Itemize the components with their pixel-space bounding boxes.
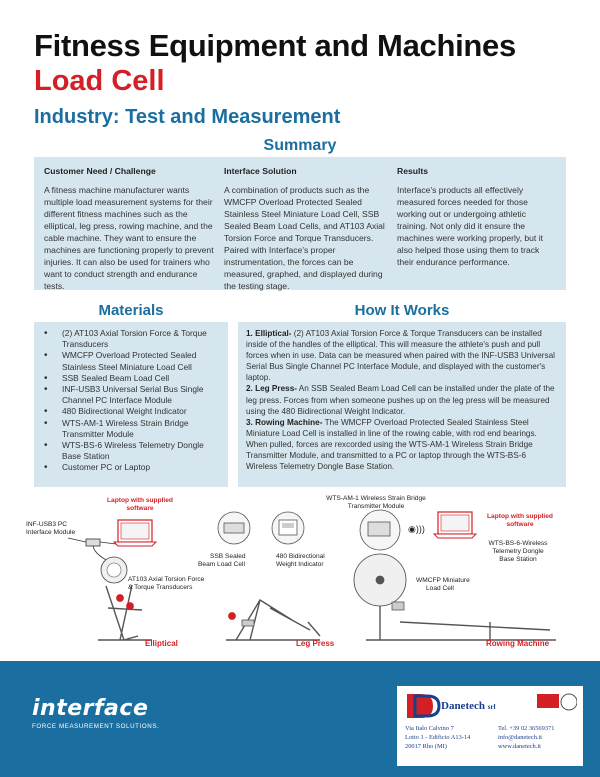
interface-logo (32, 696, 159, 730)
distributor-name-text: Danetech (441, 700, 485, 712)
materials-item: • (2) AT103 Axial Torsion Force & Torque Transducers (40, 328, 222, 350)
how-it-works-heading: How It Works (354, 302, 450, 319)
weight-indicator-icon (272, 512, 304, 544)
how-step (246, 328, 558, 383)
wmcfp-label: WMCFP Miniature Load Cell (416, 577, 470, 592)
industry-label: Industry: Test and Measurement (34, 106, 341, 128)
distributor-name (441, 700, 496, 712)
how-step-text: (2) AT103 Axial Torsion Force & Torque Transducers can be installed inside of the handles of the elliptical. This will measure the athlete's push and pull forces when in use. Data can be measured when paired with the INF-USB3 Universal Serial Bus Single Channel PC Interface Module, and displayed with the customer's laptop. (246, 329, 556, 383)
certification-badge-icon (537, 692, 577, 714)
at103-label: AT103 Axial Torsion Force & Torque Transducers (128, 576, 205, 591)
materials-item: • SSB Sealed Beam Load Cell (40, 373, 222, 384)
materials-heading: Materials (98, 302, 164, 319)
wts-bs6-label: WTS-BS-6-Wireless Telemetry Dongle Base Station (488, 540, 548, 563)
how-step-label: 3. Rowing Machine- (246, 417, 323, 427)
equipment-diagram (20, 490, 580, 660)
address-line: 20017 Rho (MI) (405, 743, 447, 750)
rowing-label: Rowing Machine (486, 639, 550, 648)
materials-item: • 480 Bidirectional Weight Indicator (40, 406, 222, 417)
laptop-left-icon (114, 520, 156, 546)
summary-panel (34, 157, 566, 290)
distributor-card (397, 686, 583, 766)
leg-press-label: Leg Press (296, 639, 335, 648)
address-line: Via Italo Calvino 7 (405, 725, 454, 732)
interface-logo-tagline: FORCE MEASUREMENT SOLUTIONS. (32, 723, 160, 730)
address-line: Lotto 1 - Edificio A13-14 (405, 734, 471, 741)
distributor-phone: Tel. +39 02 36569371 (498, 725, 555, 732)
interface-solution-heading: Interface Solution (224, 166, 297, 176)
indicator-label: 480 Bidirectional Weight Indicator (276, 553, 325, 568)
results-text: Interface's products all effectively measured forces needed for those working out or undergoing athletic training. Not only did it ensure the machines were working properly, but it also helped those using them to track their endurance performance. (397, 185, 543, 267)
laptop-right-label: Laptop with supplied software (487, 513, 553, 528)
ssb-label: SSB Sealed Beam Load Cell (198, 553, 246, 568)
inf-usb3-label: INF-USB3 PC Interface Module (26, 521, 76, 536)
inf-usb3-module-icon (86, 539, 100, 546)
how-step-text: An SSB Sealed Beam Load Cell can be installed under the plate of the leg press. Forces from when someone pushes up on the leg press will be measured using the 480 Bidirectional Weight Indicator. (246, 384, 555, 416)
laptop-left-label: Laptop with supplied software (107, 497, 173, 512)
distributor-address (405, 724, 470, 751)
distributor-website[interactable]: www.danetech.it (498, 743, 541, 750)
laptop-right-icon (434, 512, 476, 538)
how-it-works-panel (238, 322, 566, 487)
materials-list (40, 328, 222, 474)
rowing-machine-icon (354, 554, 556, 640)
results-heading: Results (397, 166, 429, 176)
leg-press-machine-icon (226, 600, 320, 640)
materials-item: • WTS-BS-6 Wireless Telemetry Dongle Base Station (40, 440, 222, 462)
distributor-contact (498, 724, 554, 751)
interface-solution-text: A combination of products such as the WMCFP Overload Protected Sealed Stainless Steel Miniature Load Cell, SSB Sealed Beam Load Cells, and AT103 Axial Torsion Force and Torque Transducers. Paired with Interface's proper instrumentation, the forces can be measured, graphed, and displayed during the testing stage. (224, 185, 385, 291)
distributor-email[interactable]: info@danetech.it (498, 734, 543, 741)
elliptical-machine-icon (98, 557, 152, 640)
interface-solution-column (224, 165, 386, 292)
danetech-logo-icon (403, 690, 443, 722)
how-step-text: The WMCFP Overload Protected Sealed Stainless Steel Miniature Load Cell is installed in line of the rowing cable, with rod end bearings. When pulled, forces are rexcorded using the WTS-AM-1 Wireless Strain Bridge Transmitter Module, and transmitted to a PC or laptop through the WTS-BS-6 Wireless Telemetry Dongle Base Station. (246, 417, 537, 472)
wts-am1-label: WTS-AM-1 Wireless Strain Bridge Transmitter Module (326, 495, 426, 510)
how-step (246, 383, 558, 416)
interface-logo-word: interface (32, 696, 149, 721)
materials-item: • INF-USB3 Universal Serial Bus Single Channel PC Interface Module (40, 384, 222, 406)
how-step (246, 417, 558, 472)
customer-need-text: A fitness machine manufacturer wants multiple load measurement systems for their different fitness machines such as the elliptical, leg press, rowing machine, and the cable machine. They want to ensure the machines are functioning properly to prevent injuries. It can also be used for trainers who want to conduct strength and endurance tests. (44, 185, 214, 291)
materials-item: • WTS-AM-1 Wireless Strain Bridge Transmitter Module (40, 418, 222, 440)
customer-need-heading: Customer Need / Challenge (44, 166, 156, 176)
footer (0, 661, 600, 777)
rowing-detail-icon (360, 510, 400, 550)
results-column (397, 165, 557, 268)
materials-item: • WMCFP Overload Protected Sealed Stainless Steel Miniature Load Cell (40, 350, 222, 372)
wireless-signal-icon: ◉))) (408, 524, 425, 534)
materials-panel (34, 322, 228, 487)
ssb-detail-icon (218, 512, 250, 544)
customer-need-column (44, 165, 214, 292)
summary-heading: Summary (263, 137, 337, 154)
how-step-label: 1. Elliptical- (246, 329, 292, 338)
distributor-suffix: srl (487, 703, 496, 711)
how-step-label: 2. Leg Press- (246, 384, 297, 394)
page-title: Fitness Equipment and Machines (34, 28, 516, 63)
materials-item: • Customer PC or Laptop (40, 462, 222, 473)
page-subtitle: Load Cell (34, 65, 165, 97)
elliptical-label: Elliptical (145, 639, 178, 648)
